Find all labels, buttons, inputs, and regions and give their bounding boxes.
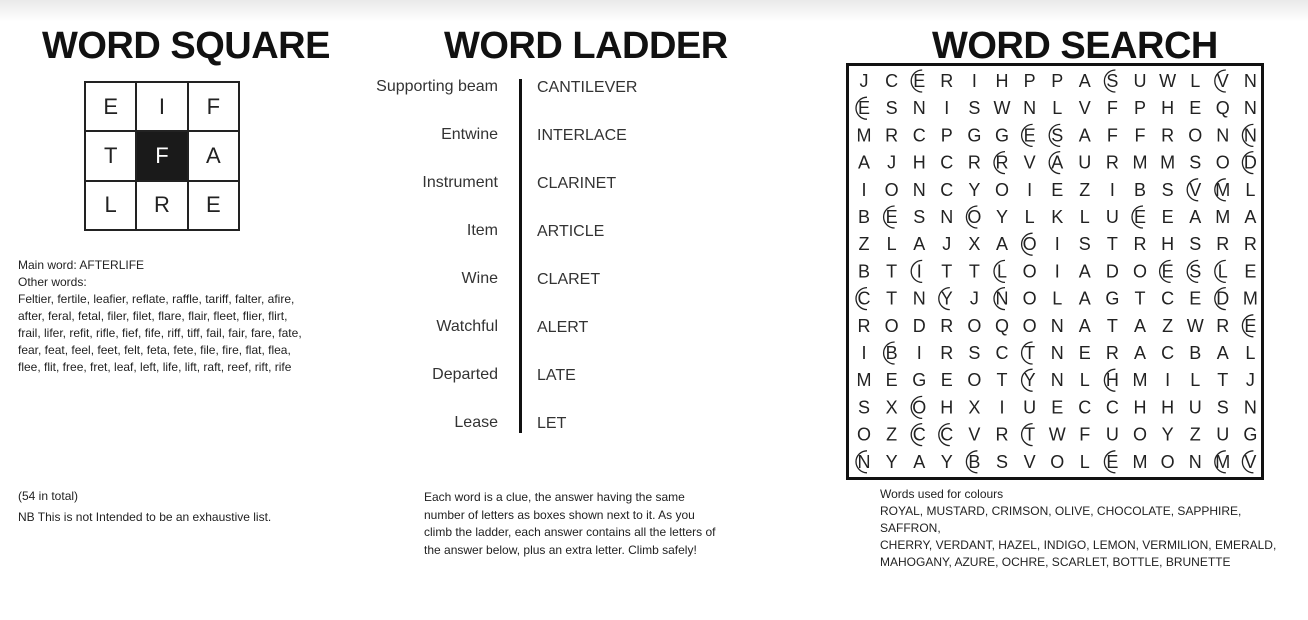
grid-letter: I (999, 397, 1005, 418)
grid-letter: T (1024, 343, 1036, 363)
grid-letter: R (995, 424, 1009, 445)
word-search-grid (846, 63, 1264, 480)
grid-letter: J (859, 71, 869, 91)
grid-letter: E (1023, 125, 1036, 146)
ladder-answer: CANTILEVER (537, 79, 638, 96)
grid-letter: U (1105, 207, 1119, 227)
ladder-clue: Entwine (441, 126, 498, 143)
grid-letter: M (1215, 451, 1231, 472)
grid-letter: D (912, 315, 926, 336)
ladder-answer: LET (537, 415, 567, 432)
grid-letter: I (944, 98, 950, 119)
grid-letter: C (912, 424, 926, 445)
grid-letter: F (1079, 424, 1091, 445)
grid-letter: O (1022, 234, 1037, 255)
grid-letter: T (1134, 288, 1146, 309)
grid-letter: Z (858, 234, 870, 255)
grid-letter: X (968, 397, 981, 418)
grid-letter: D (1105, 261, 1119, 282)
grid-letter: J (1245, 370, 1255, 391)
grid-letter: O (1022, 261, 1037, 282)
grid-letter: P (1023, 71, 1036, 91)
grid-letter: T (996, 370, 1008, 391)
grid-letter: I (971, 71, 977, 91)
other-words-line: flee, flit, free, fret, leaf, left, life, lift, raft, reef, rift, rife (18, 360, 292, 374)
grid-letter: A (913, 451, 926, 472)
grid-letter: Q (994, 315, 1010, 336)
grid-letter: A (1133, 315, 1147, 336)
ladder-clue: Supporting beam (376, 78, 498, 95)
grid-letter: E (940, 370, 953, 391)
grid-letter: N (912, 179, 926, 200)
grid-letter: M (1160, 152, 1176, 173)
grid-letter: S (968, 98, 981, 119)
grid-letter: N (1243, 397, 1257, 418)
grid-letter: H (1161, 98, 1175, 119)
grid-letter: V (968, 424, 981, 445)
grid-letter: O (856, 424, 872, 445)
grid-letter: D (1243, 152, 1257, 173)
grid-letter: G (1105, 288, 1120, 309)
grid-letter: O (967, 207, 982, 227)
grid-letter: T (886, 261, 898, 282)
word-list-line: ROYAL, MUSTARD, CRIMSON, OLIVE, CHOCOLATE, SAPPHIRE, SAFFRON, (880, 504, 1242, 535)
grid-letter: Y (1023, 370, 1036, 391)
grid-letter: T (886, 288, 898, 309)
grid-letter: I (916, 261, 922, 282)
grid-letter: O (1050, 451, 1065, 472)
ladder-answer: LATE (537, 367, 576, 384)
grid-letter: M (1132, 451, 1148, 472)
grid-letter: A (1189, 207, 1202, 227)
square-center-cell: F (136, 131, 187, 180)
grid-letter: R (857, 315, 871, 336)
grid-letter: N (995, 288, 1009, 309)
grid-letter: O (967, 315, 982, 336)
grid-letter: V (1216, 71, 1229, 91)
grid-letter: C (995, 343, 1009, 363)
grid-letter: P (1051, 71, 1064, 91)
grid-letter: W (1159, 71, 1177, 91)
grid-letter: S (1189, 152, 1202, 173)
grid-letter: V (1078, 98, 1091, 119)
grid-letter: R (940, 315, 954, 336)
grid-letter: E (1189, 98, 1202, 119)
grid-letter: L (1079, 207, 1090, 227)
grid-letter: S (1078, 234, 1091, 255)
grid-letter: L (1079, 370, 1090, 391)
grid-letter: Y (1161, 424, 1174, 445)
grid-letter: B (1189, 343, 1202, 363)
top-shadow (0, 0, 1308, 22)
grid-letter: N (1243, 125, 1257, 146)
grid-letter: M (856, 370, 872, 391)
grid-letter: H (1161, 397, 1175, 418)
grid-letter: R (1216, 234, 1230, 255)
grid-letter: K (1051, 207, 1064, 227)
grid-letter: B (1133, 179, 1147, 200)
square-cell: F (188, 82, 239, 131)
grid-letter: U (1023, 397, 1037, 418)
square-cell: R (136, 181, 187, 230)
grid-letter: R (995, 152, 1009, 173)
grid-letter: H (912, 152, 926, 173)
grid-letter: R (940, 343, 954, 363)
square-cell: I (136, 82, 187, 131)
grid-letter: M (1215, 179, 1231, 200)
ladder-clue: Instrument (422, 174, 498, 191)
grid-letter: R (1161, 125, 1175, 146)
grid-letter: G (994, 125, 1010, 146)
grid-letter: V (1189, 179, 1202, 200)
grid-letter: B (968, 451, 981, 472)
grid-letter: E (1244, 315, 1257, 336)
grid-letter: T (1024, 424, 1036, 445)
instructions-line: number of letters as boxes shown next to it. As you (424, 507, 695, 522)
square-cell: L (85, 181, 136, 230)
grid-letter: M (1242, 288, 1258, 309)
grid-letter: C (1105, 397, 1119, 418)
ladder-answer: CLARINET (537, 175, 617, 192)
grid-letter: I (1054, 261, 1060, 282)
word-list-line: MAHOGANY, AZURE, OCHRE, SCARLET, BOTTLE, BRUNETTE (880, 555, 1231, 569)
grid-letter: M (856, 125, 872, 146)
grid-letter: S (1189, 261, 1202, 282)
grid-letter: G (912, 370, 927, 391)
grid-letter: N (912, 288, 926, 309)
grid-letter: L (1190, 370, 1201, 391)
grid-letter: R (885, 125, 899, 146)
grid-letter: S (1106, 71, 1119, 91)
word-search-title: WORD SEARCH (932, 25, 1218, 67)
grid-letter: A (1078, 125, 1091, 146)
grid-letter: N (1050, 370, 1064, 391)
grid-letter: O (912, 397, 927, 418)
grid-letter: Y (968, 179, 981, 200)
grid-letter: R (1243, 234, 1257, 255)
grid-letter: O (1188, 125, 1203, 146)
grid-letter: Z (1189, 424, 1201, 445)
grid-letter: R (1133, 234, 1147, 255)
grid-letter: I (1109, 179, 1115, 200)
grid-letter: P (1133, 98, 1147, 119)
ladder-clue: Watchful (436, 318, 498, 335)
grid-letter: G (967, 125, 982, 146)
grid-letter: C (885, 71, 899, 91)
grid-letter: T (1106, 315, 1118, 336)
grid-letter: A (1244, 207, 1257, 227)
grid-letter: F (1106, 98, 1118, 119)
grid-letter: H (940, 397, 954, 418)
grid-letter: L (1190, 71, 1201, 91)
grid-letter: F (1134, 125, 1146, 146)
grid-letter: U (1078, 152, 1092, 173)
grid-letter: N (1243, 98, 1257, 119)
grid-letter: X (968, 234, 981, 255)
word-square-total: (54 in total) (18, 489, 79, 503)
grid-letter: L (1217, 261, 1228, 282)
grid-letter: H (1105, 370, 1119, 391)
grid-letter: B (885, 343, 898, 363)
word-ladder-title: WORD LADDER (444, 25, 728, 67)
square-cell: T (85, 131, 136, 180)
grid-letter: T (968, 261, 980, 282)
grid-letter: E (1078, 343, 1091, 363)
grid-letter: S (885, 98, 898, 119)
grid-letter: O (967, 370, 982, 391)
grid-letter: I (861, 179, 867, 200)
grid-letter: U (1216, 424, 1230, 445)
grid-letter: E (885, 370, 898, 391)
word-square-title: WORD SQUARE (42, 25, 330, 67)
grid-letter: S (913, 207, 926, 227)
grid-letter: C (940, 152, 954, 173)
ladder-clue: Wine (461, 270, 498, 287)
grid-letter: N (857, 451, 871, 472)
grid-letter: Z (1079, 179, 1091, 200)
grid-letter: E (857, 98, 871, 119)
grid-letter: L (1052, 98, 1063, 119)
grid-letter: O (994, 179, 1010, 200)
grid-letter: T (1106, 234, 1118, 255)
grid-letter: S (995, 451, 1009, 472)
grid-letter: A (1216, 343, 1229, 363)
grid-letter: P (940, 125, 953, 146)
word-list-label: Words used for colours (880, 487, 1004, 501)
other-words-line: after, feral, fetal, filer, filet, flare, flair, fleet, flier, flirt, (18, 309, 288, 323)
other-words-line: Feltier, fertile, leafier, reflate, raffle, tariff, falter, afire, (18, 292, 295, 306)
grid-letter: N (1050, 343, 1064, 363)
other-words-label: Other words: (18, 275, 87, 289)
grid-letter: L (1024, 207, 1035, 227)
grid-letter: S (968, 343, 981, 363)
ladder-clue: Departed (432, 366, 498, 383)
grid-letter: N (1188, 451, 1202, 472)
grid-letter: T (941, 261, 953, 282)
grid-letter: J (887, 152, 897, 173)
grid-letter: O (1160, 451, 1175, 472)
grid-letter: A (1051, 152, 1064, 173)
word-list-line: CHERRY, VERDANT, HAZEL, INDIGO, LEMON, VERMILION, EMERALD, (880, 538, 1277, 552)
grid-letter: Z (886, 424, 898, 445)
main-word: Main word: AFTERLIFE (18, 258, 145, 272)
grid-letter: S (1216, 397, 1229, 418)
grid-letter: C (912, 125, 926, 146)
grid-letter: A (1078, 71, 1091, 91)
grid-letter: A (1133, 343, 1147, 363)
grid-letter: R (1105, 343, 1119, 363)
grid-letter: R (940, 71, 954, 91)
square-cell: E (188, 181, 239, 230)
grid-letter: O (1022, 315, 1037, 336)
grid-letter: E (1161, 261, 1174, 282)
grid-letter: W (993, 98, 1011, 119)
grid-letter: W (1048, 424, 1066, 445)
grid-letter: E (1244, 261, 1257, 282)
grid-letter: O (1215, 152, 1230, 173)
grid-letter: R (1216, 315, 1230, 336)
grid-letter: N (1050, 315, 1064, 336)
grid-letter: L (1245, 343, 1256, 363)
grid-letter: Y (885, 451, 898, 472)
grid-letter: J (942, 234, 952, 255)
word-square-solution (18, 257, 302, 376)
grid-letter: S (1189, 234, 1202, 255)
grid-letter: S (1051, 125, 1064, 146)
grid-letter: I (1165, 370, 1171, 391)
grid-letter: C (857, 288, 871, 309)
instructions-line: Each word is a clue, the answer having the same (424, 490, 685, 504)
instructions-line: climb the ladder, each answer contains all the letters of (424, 525, 716, 539)
other-words-line: frail, lifer, refit, rifle, fief, fife, riff, tiff, fail, fair, fare, fate, (18, 326, 302, 340)
grid-letter: E (913, 71, 926, 91)
instructions-line: the answer below, plus an extra letter. Climb safely! (424, 542, 697, 557)
grid-letter: Y (940, 288, 953, 309)
grid-letter: I (1054, 234, 1060, 255)
grid-letter: E (1051, 179, 1064, 200)
word-square-grid (84, 81, 240, 231)
grid-letter: G (1243, 424, 1258, 445)
grid-letter: R (967, 152, 981, 173)
grid-letter: I (861, 343, 867, 363)
ladder-answer: ARTICLE (537, 223, 605, 240)
grid-letter: L (1079, 451, 1090, 472)
grid-letter: I (1027, 179, 1033, 200)
square-cell: A (188, 131, 239, 180)
ladder-answer: INTERLACE (537, 127, 627, 144)
grid-letter: U (1188, 397, 1202, 418)
grid-letter: A (1078, 288, 1091, 309)
grid-letter: A (913, 234, 926, 255)
grid-letter: V (1023, 451, 1036, 472)
grid-letter: W (1186, 315, 1204, 336)
ladder-instructions (424, 489, 754, 559)
grid-letter: J (969, 288, 979, 309)
grid-letter: N (1243, 71, 1257, 91)
grid-letter: E (1106, 451, 1119, 472)
grid-letter: N (1216, 125, 1230, 146)
grid-letter: H (995, 71, 1009, 91)
grid-letter: X (885, 397, 898, 418)
grid-letter: I (916, 343, 922, 363)
grid-letter: E (1161, 207, 1174, 227)
grid-letter: L (996, 261, 1008, 282)
ladder-clue: Lease (454, 414, 498, 431)
grid-letter: B (857, 207, 871, 227)
grid-letter: S (1161, 179, 1174, 200)
ladder-answer: CLARET (537, 271, 601, 288)
grid-letter: Y (940, 451, 953, 472)
grid-letter: E (1133, 207, 1147, 227)
grid-letter: Y (995, 207, 1009, 227)
square-cell: E (85, 82, 136, 131)
grid-letter: Z (1162, 315, 1174, 336)
grid-letter: M (1215, 207, 1231, 227)
grid-letter: V (1244, 451, 1257, 472)
grid-letter: C (1078, 397, 1092, 418)
grid-letter: F (1106, 125, 1118, 146)
grid-letter: U (1133, 71, 1147, 91)
grid-letter: L (1052, 288, 1063, 309)
grid-letter: L (886, 234, 897, 255)
grid-letter: E (1189, 288, 1202, 309)
grid-letter: N (1023, 98, 1037, 119)
ladder-clue: Item (466, 222, 498, 239)
grid-letter: O (1022, 288, 1037, 309)
grid-letter: N (940, 207, 954, 227)
grid-letter: O (884, 315, 899, 336)
ladder-answer: ALERT (537, 319, 589, 336)
grid-letter: N (912, 98, 926, 119)
grid-letter: C (940, 424, 954, 445)
grid-letter: C (940, 179, 954, 200)
grid-letter: A (1078, 315, 1091, 336)
grid-letter: H (1133, 397, 1147, 418)
word-search-word-list (880, 486, 1305, 571)
ladder-divider (519, 79, 522, 433)
grid-letter: C (1161, 288, 1175, 309)
grid-letter: B (857, 261, 871, 282)
grid-letter: E (1051, 397, 1064, 418)
grid-letter: O (884, 179, 899, 200)
grid-letter: R (1105, 152, 1119, 173)
grid-letter: V (1023, 152, 1036, 173)
grid-letter: L (1245, 179, 1256, 200)
grid-letter: A (995, 234, 1009, 255)
grid-letter: A (857, 152, 871, 173)
grid-letter: U (1105, 424, 1119, 445)
grid-letter: M (1132, 370, 1148, 391)
word-square-note: NB This is not Intended to be an exhaustive list. (18, 510, 272, 524)
grid-letter: S (857, 397, 871, 418)
grid-letter: T (1217, 370, 1229, 391)
grid-letter: M (1132, 152, 1148, 173)
grid-letter: O (1132, 261, 1148, 282)
grid-letter: A (1078, 261, 1091, 282)
grid-letter: C (1161, 343, 1175, 363)
grid-letter: O (1132, 424, 1148, 445)
grid-letter: Q (1215, 98, 1230, 119)
grid-letter: D (1216, 288, 1230, 309)
grid-letter: H (1161, 234, 1175, 255)
grid-letter: E (885, 207, 898, 227)
other-words-line: fear, feat, feel, feet, felt, feta, fete, file, fire, flat, flea, (18, 343, 291, 357)
